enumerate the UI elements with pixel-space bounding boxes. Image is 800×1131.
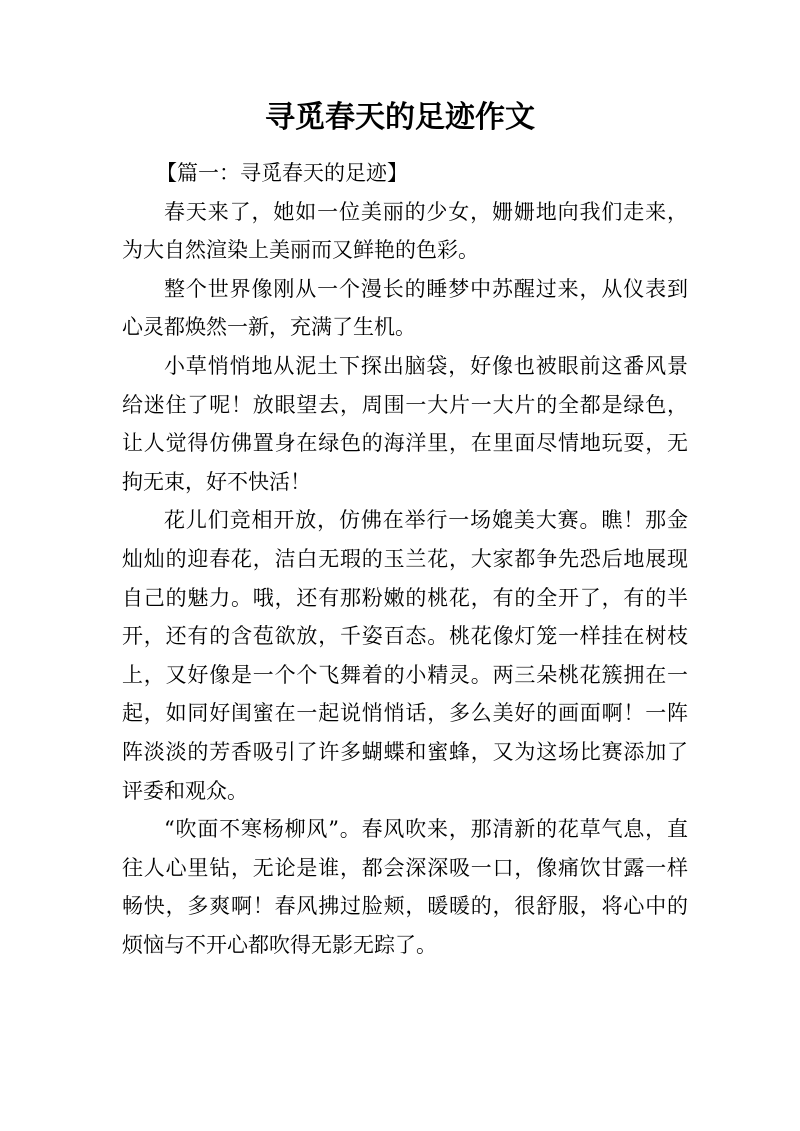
document-title: 寻觅春天的足迹作文 [265,100,535,135]
paragraph-2: 整个世界像刚从一个漫长的睡梦中苏醒过来，从仪表到心灵都焕然一新，充满了生机。 [122,276,688,340]
section-heading: 【篇一：寻觅春天的足迹】 [156,161,408,185]
paragraph-1: 春天来了，她如一位美丽的少女，姗姗地向我们走来，为大自然渲染上美丽而又鲜艳的色彩。 [122,199,688,263]
paragraph-4: 花儿们竞相开放，仿佛在举行一场媲美大赛。瞧！那金灿灿的迎春花，洁白无瑕的玉兰花，大家都争先恐后地展现自己的魅力。哦，还有那粉嫩的桃花，有的全开了，有的半开，还有的含苞欲放，千姿百态。桃花像灯笼一样挂在树枝上，又好像是一个个飞舞着的小精灵。两三朵桃花簇拥在一起，如同好闺蜜在一起说悄悄话，多么美好的画面啊！一阵阵淡淡的芳香吸引了许多蝴蝶和蜜蜂，又为这场比赛添加了评委和观众。 [122,508,688,803]
paragraph-5: “吹面不寒杨柳风”。春风吹来，那清新的花草气息，直往人心里钻，无论是谁，都会深深吸一口，像痛饮甘露一样畅快，多爽啊！春风拂过脸颊，暖暖的，很舒服，将心中的烦恼与不开心都吹得无影无踪了。 [122,817,688,957]
paragraph-3: 小草悄悄地从泥土下探出脑袋，好像也被眼前这番风景给迷住了呢！放眼望去，周围一大片一大片的全都是绿色，让人觉得仿佛置身在绿色的海洋里，在里面尽情地玩耍，无拘无束，好不快活！ [122,353,688,494]
document-body [122,154,688,964]
